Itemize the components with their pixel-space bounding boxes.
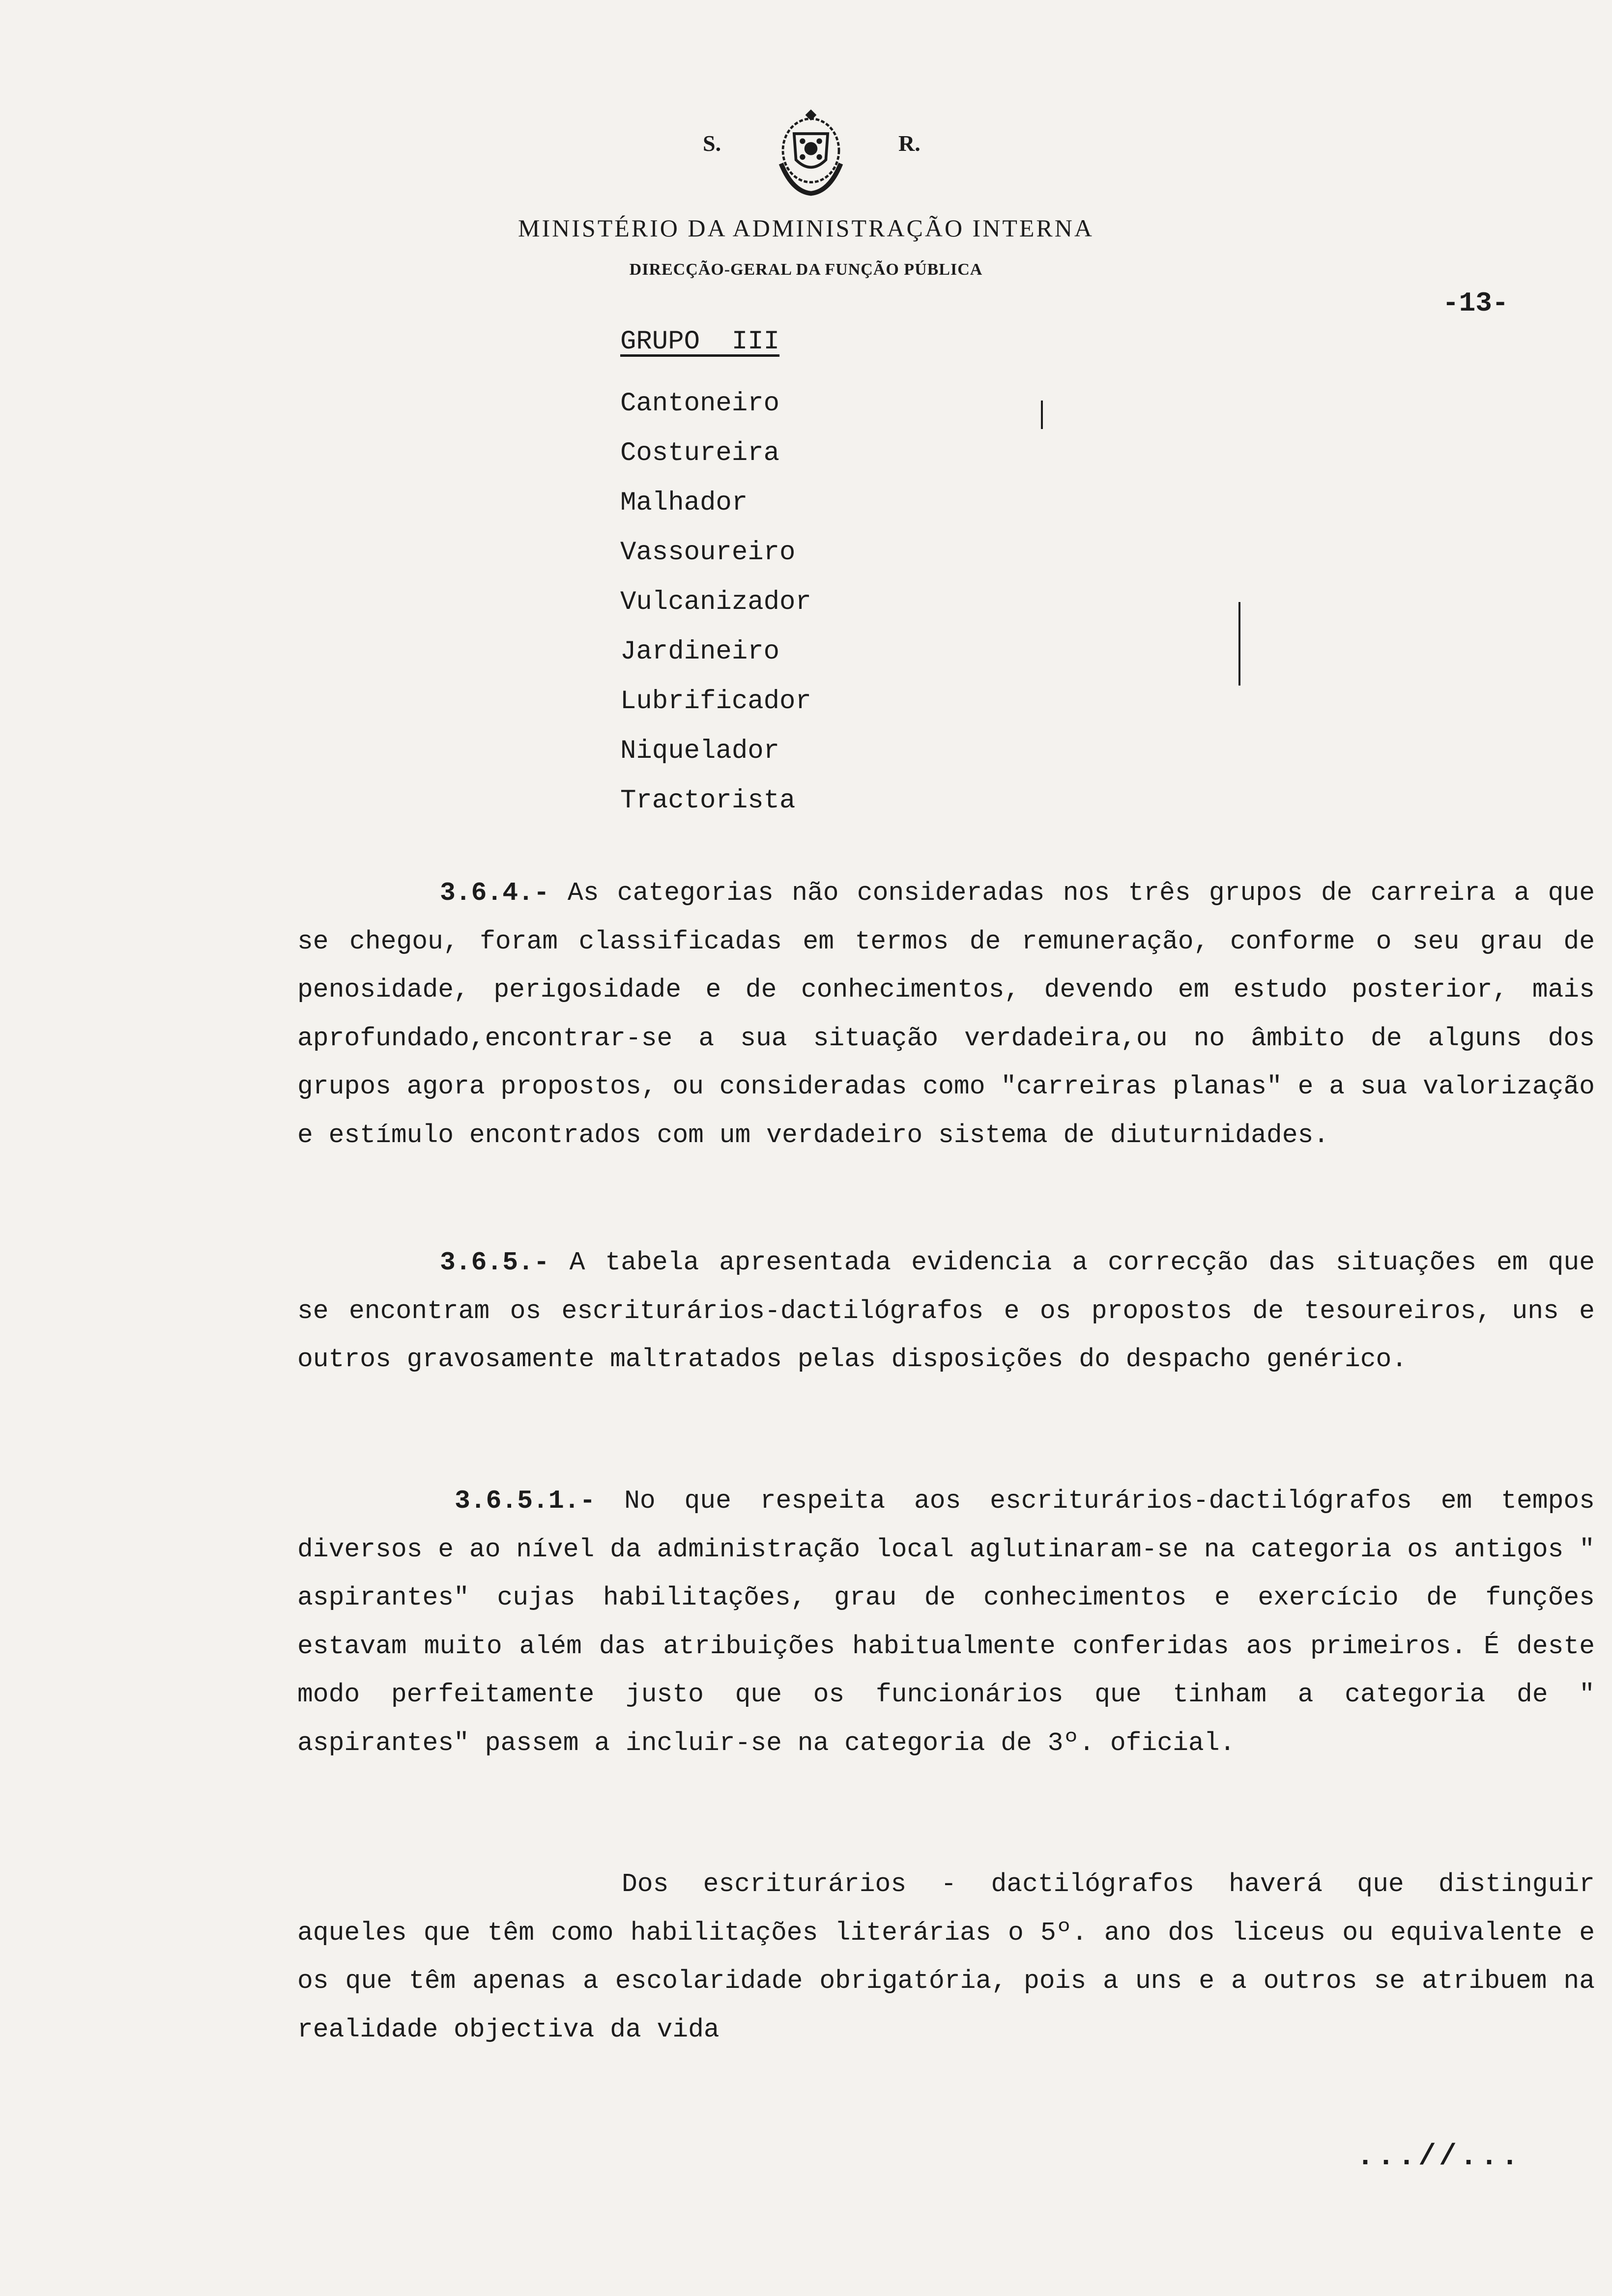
section-number: 3.6.5.-	[440, 1248, 549, 1277]
list-item: Tractorista	[620, 786, 796, 816]
list-item: Costureira	[620, 438, 780, 468]
job-list	[620, 391, 811, 837]
group-title: GRUPO III	[620, 327, 780, 357]
section-number: 3.6.4.-	[440, 878, 549, 908]
page-number: -13-	[1442, 287, 1509, 319]
header-letter-r: R.	[898, 131, 921, 156]
section-3-6-5-1	[297, 1477, 1595, 1767]
list-item: Vulcanizador	[620, 587, 811, 617]
list-item: Malhador	[620, 488, 748, 518]
paragraph-escriturarios	[297, 1860, 1595, 2054]
list-item: Niquelador	[620, 736, 780, 766]
section-text: A tabela apresentada evidencia a correcção das situações em que se encontram os escriturários-dactilógrafos e os propostos de tesoureiros, uns e outros gravosamente maltratados pelas disposições do despacho genérico.	[297, 1248, 1595, 1374]
list-item: Jardineiro	[620, 637, 780, 667]
list-item: Cantoneiro	[620, 389, 780, 419]
section-3-6-5	[297, 1238, 1595, 1384]
ministry-heading: MINISTÉRIO DA ADMINISTRAÇÃO INTERNA	[518, 214, 1094, 242]
continuation-mark: ...//...	[1356, 2140, 1522, 2174]
directorate-heading: DIRECÇÃO-GERAL DA FUNÇÃO PÚBLICA	[629, 260, 983, 279]
scan-mark	[1238, 602, 1240, 686]
list-item: Lubrificador	[620, 687, 811, 717]
section-text: As categorias não consideradas nos três grupos de carreira a que se chegou, foram classificadas em termos de remuneração, conforme o seu grau de penosidade, perigosidade e de conhecimentos, devendo em estudo posterior, mais aprofundado,encontrar-se a sua situação verdadeira,ou no âmbito de alguns dos grupos agora propostos, ou consideradas como "carreiras planas" e a sua valorização e estímulo encontrados com um verdadeiro sistema de diuturnidades.	[297, 878, 1595, 1150]
list-item: Vassoureiro	[620, 538, 796, 568]
section-text: Dos escriturários - dactilógrafos haverá que distinguir aqueles que têm como habilitações literárias o 5º. ano dos liceus ou equivalente e os que têm apenas a escolaridade obrigatória, pois a uns e a outros se atribuem na realidade objectiva da vida	[297, 1869, 1595, 2044]
section-3-6-4	[297, 869, 1595, 1159]
section-number: 3.6.5.1.-	[455, 1486, 596, 1516]
section-text: No que respeita aos escriturários-dactilógrafos em tempos diversos e ao nível da administração local aglutinaram-se na categoria os antigos " aspirantes" cujas habilitações, grau de conhecimentos e exercício de funções estavam muito além das atribuições habitualmente conferidas aos primeiros. É deste modo perfeitamente justo que os funcionários que tinham a categoria de " aspirantes" passem a incluir-se na categoria de 3º. oficial.	[297, 1486, 1595, 1758]
scan-mark	[1041, 401, 1043, 429]
header-letter-s: S.	[703, 131, 721, 156]
coat-of-arms-icon	[764, 106, 858, 199]
